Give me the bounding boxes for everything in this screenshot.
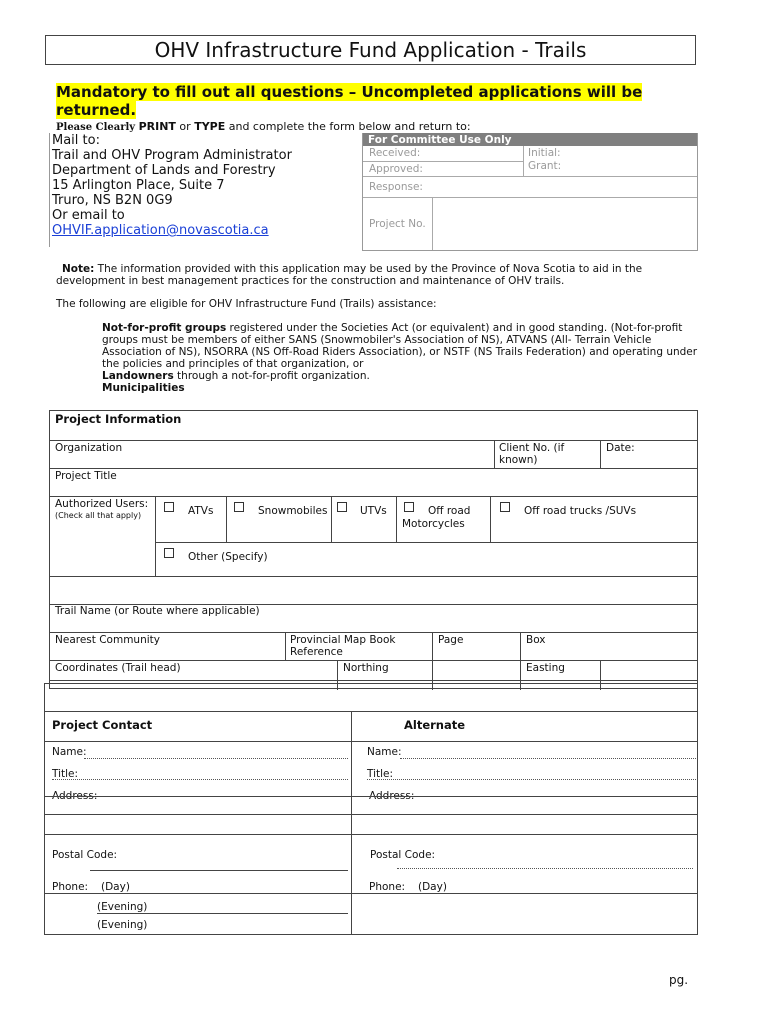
fill-line	[367, 779, 696, 780]
other-label: Other (Specify)	[188, 551, 268, 563]
utvs-label: UTVs	[360, 505, 387, 517]
page-footer: pg.	[669, 973, 689, 987]
alternate-name-label: Name:	[367, 746, 402, 758]
offroad-motorcycles-label-2: Motorcycles	[402, 518, 465, 530]
project-no-label: Project No.	[369, 218, 426, 230]
atvs-label: ATVs	[188, 505, 214, 517]
alternate-phone-label: Phone:	[369, 881, 406, 893]
other-checkbox[interactable]	[164, 548, 174, 558]
contact-address-label: Address:	[52, 790, 98, 802]
table-divider	[285, 632, 286, 660]
mail-line: Department of Lands and Forestry	[52, 163, 276, 178]
offroad-trucks-label: Off road trucks /SUVs	[524, 505, 637, 517]
table-divider	[490, 496, 491, 542]
table-rule	[49, 468, 698, 469]
fill-line	[400, 758, 696, 759]
contact-phone-label: Phone:	[52, 881, 89, 893]
trail-name-label: Trail Name (or Route where applicable)	[55, 605, 260, 617]
contact-rule	[44, 814, 698, 815]
committee-divider	[523, 146, 524, 176]
committee-rule	[363, 197, 697, 198]
bullet-1-line-1	[102, 322, 682, 334]
form-title: OHV Infrastructure Fund Application - Trails	[154, 38, 587, 62]
offroad-motorcycles-label-1: Off road	[428, 505, 471, 517]
date-label: Date:	[606, 442, 635, 454]
note-line-2: development in best management practices for the construction and maintenance of OHV trails.	[56, 275, 565, 287]
alternate-header: Alternate	[404, 718, 466, 732]
coordinates-label: Coordinates (Trail head)	[55, 662, 181, 674]
table-divider	[396, 496, 397, 542]
contact-name-label: Name:	[52, 746, 87, 758]
mail-line: Or email to	[52, 208, 125, 223]
snowmobiles-checkbox[interactable]	[234, 502, 244, 512]
alternate-phone-day: (Day)	[418, 881, 447, 893]
note-label: Note:	[62, 263, 95, 275]
contact-divider	[351, 711, 352, 935]
table-divider	[600, 440, 601, 468]
committee-rule	[363, 161, 523, 162]
note-text-1: The information provided with this application may be used by the Province of Nova Scotia to aid in the	[94, 263, 643, 275]
table-rule	[49, 632, 698, 633]
offroad-trucks-checkbox[interactable]	[500, 502, 510, 512]
fill-line	[90, 870, 348, 871]
fill-line	[84, 758, 348, 759]
client-no-label-1: Client No. (if	[499, 442, 565, 454]
note-line-1	[62, 263, 642, 275]
check-all-note: (Check all that apply)	[55, 511, 142, 520]
mail-line: Mail to:	[52, 133, 100, 148]
fill-line	[397, 868, 693, 869]
mandatory-line-2: returned.	[56, 101, 137, 119]
bullet-1-line-3: Association of NS), NSORRA (NS Off-Road Riders Association), or NSTF (NS Trails Federation) and operating under	[102, 346, 698, 358]
table-rule	[49, 496, 698, 497]
bullet-1-text: registered under the Societies Act (or equivalent) and in good standing. (Not-for-profit	[226, 322, 683, 334]
nearest-community-label: Nearest Community	[55, 634, 160, 646]
fill-line	[97, 913, 348, 914]
contact-rule	[44, 893, 698, 894]
bullet-2-bold: Landowners	[102, 370, 174, 382]
bullet-1-bold: Not-for-profit groups	[102, 322, 227, 334]
table-rule	[49, 576, 698, 577]
utvs-checkbox[interactable]	[337, 502, 347, 512]
fill-line	[52, 779, 348, 780]
contact-rule	[44, 741, 698, 742]
initial-label: Initial:	[528, 147, 561, 159]
table-divider	[155, 496, 156, 576]
committee-header: For Committee Use Only	[368, 134, 512, 146]
eligible-intro: The following are eligible for OHV Infrastructure Fund (Trails) assistance:	[56, 298, 437, 310]
easting-label: Easting	[526, 662, 565, 674]
table-divider	[432, 632, 433, 690]
northing-label: Northing	[343, 662, 389, 674]
offroad-motorcycles-checkbox[interactable]	[404, 502, 414, 512]
received-label: Received:	[369, 147, 421, 159]
instruction-type: TYPE	[194, 120, 226, 133]
bullet-3-bold: Municipalities	[102, 382, 185, 394]
contact-rule	[44, 834, 698, 835]
snowmobiles-label: Snowmobiles	[258, 505, 328, 517]
map-book-label-2: Reference	[290, 646, 343, 658]
table-divider	[520, 632, 521, 690]
authorized-users-label: Authorized Users:	[55, 498, 149, 510]
alternate-address-label: Address:	[369, 790, 415, 802]
contact-title-label: Title:	[52, 768, 79, 780]
approved-label: Approved:	[369, 163, 423, 175]
alternate-title-label: Title:	[367, 768, 394, 780]
project-contact-header: Project Contact	[52, 718, 153, 732]
table-divider	[226, 496, 227, 542]
mail-block-border	[49, 133, 50, 247]
alternate-postal-label: Postal Code:	[370, 849, 436, 861]
bullet-1-line-4: the policies and principles of that organization, or	[102, 358, 364, 370]
response-label: Response:	[369, 181, 423, 193]
grant-label: Grant:	[528, 160, 562, 172]
table-divider	[331, 496, 332, 542]
mandatory-notice	[56, 83, 642, 119]
instruction-part1: Please Clearly	[56, 122, 139, 133]
contact-rule	[44, 711, 698, 712]
bullet-1-line-2: groups must be members of either SANS (Snowmobiler's Association of NS), ATVANS (All- Terrain Vehicle	[102, 334, 652, 346]
map-book-label-1: Provincial Map Book	[290, 634, 396, 646]
bullet-2	[102, 370, 370, 382]
mail-line: Truro, NS B2N 0G9	[52, 193, 173, 208]
instruction-print: PRINT	[138, 120, 176, 133]
mail-address-block	[52, 133, 292, 238]
instruction-rest: and complete the form below and return to:	[225, 120, 471, 133]
page-label: Page	[438, 634, 464, 646]
mail-line: Trail and OHV Program Administrator	[52, 148, 292, 163]
project-info-header: Project Information	[55, 412, 182, 426]
contact-phone-evening-2: (Evening)	[97, 919, 148, 931]
contact-postal-label: Postal Code:	[52, 849, 118, 861]
box-label: Box	[526, 634, 546, 646]
bullet-3	[102, 382, 185, 394]
organization-label: Organization	[55, 442, 123, 454]
contact-phone-day: (Day)	[101, 881, 130, 893]
project-title-label: Project Title	[55, 470, 117, 482]
client-no-label-2: known)	[499, 454, 538, 466]
committee-divider	[432, 197, 433, 250]
bullet-2-text: through a not-for-profit organization.	[173, 370, 370, 382]
atvs-checkbox[interactable]	[164, 502, 174, 512]
email-link[interactable]: OHVIF.application@novascotia.ca	[52, 223, 269, 238]
contact-rule	[44, 796, 698, 797]
table-divider	[494, 440, 495, 468]
contact-phone-evening: (Evening)	[97, 901, 148, 913]
instruction-or: or	[175, 120, 195, 133]
mail-line: 15 Arlington Place, Suite 7	[52, 178, 225, 193]
committee-rule	[363, 176, 697, 177]
table-rule	[155, 542, 698, 543]
mandatory-line-1: Mandatory to fill out all questions – Uncompleted applications will be	[56, 83, 643, 101]
